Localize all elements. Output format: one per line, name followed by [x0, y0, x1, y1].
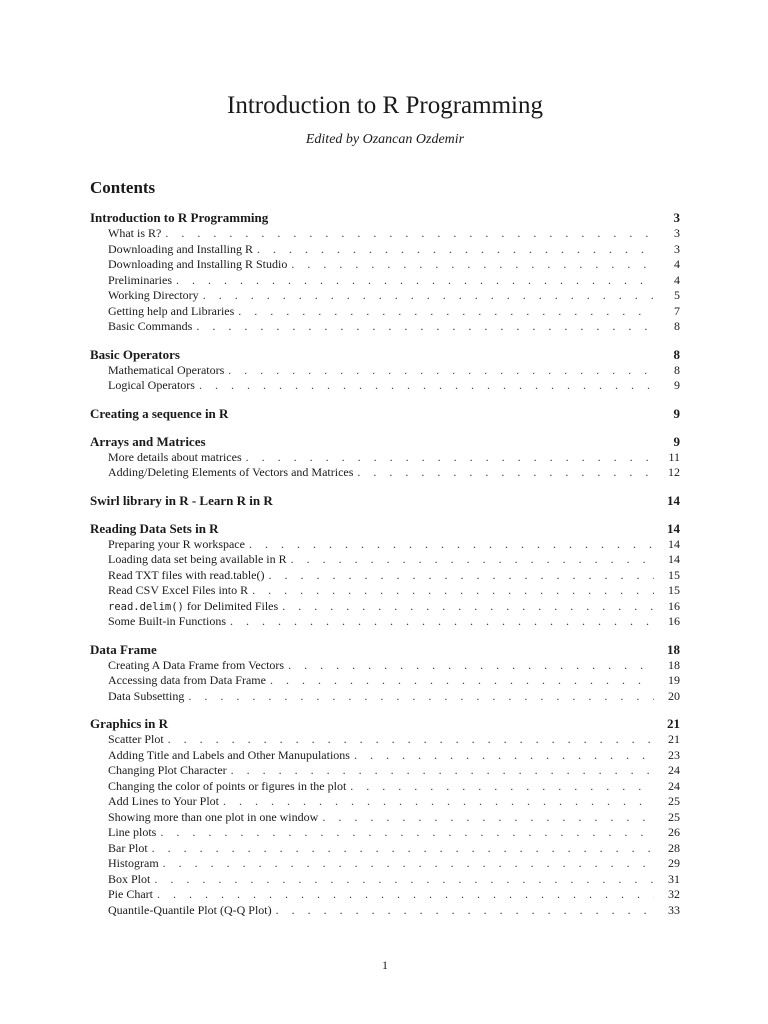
toc-entry[interactable] — [90, 794, 680, 810]
toc-entry[interactable] — [90, 887, 680, 903]
toc-entry-text: Quantile-Quantile Plot (Q-Q Plot) — [108, 902, 272, 917]
dot-leader — [350, 779, 654, 795]
toc-entry[interactable] — [90, 748, 680, 764]
toc-entry-page: 24 — [668, 778, 680, 793]
toc-entry-page: 3 — [674, 226, 680, 240]
toc-entry-text: Basic Commands — [108, 319, 193, 333]
toc-entry-label — [108, 872, 150, 888]
toc-entry-label — [108, 257, 287, 273]
toc-section-page: 18 — [667, 641, 680, 657]
toc-entry[interactable] — [90, 568, 680, 584]
document-subtitle: Edited by Ozancan Ozdemir — [305, 132, 465, 147]
toc-entry-page: 12 — [668, 465, 680, 479]
toc-entry-label — [108, 319, 192, 335]
toc-section-entry[interactable] — [90, 642, 680, 658]
toc-entry-text: Histogram — [108, 856, 159, 870]
toc-section-title: Reading Data Sets in R — [90, 520, 219, 536]
toc-entry-page: 14 — [668, 552, 680, 566]
toc-entry-label — [108, 658, 284, 674]
toc-section-entry[interactable] — [90, 434, 680, 450]
toc-entry[interactable] — [90, 614, 680, 630]
toc-entry-label — [108, 779, 346, 795]
toc-entry-label — [108, 552, 287, 568]
toc-entry[interactable] — [90, 363, 680, 379]
toc-entry[interactable] — [90, 465, 680, 481]
toc-entry-page: 8 — [674, 319, 680, 333]
toc-entry-label — [108, 226, 161, 242]
toc-entry[interactable] — [90, 257, 680, 273]
dot-leader — [188, 689, 654, 705]
toc-entry-page: 32 — [668, 887, 680, 901]
toc-entry[interactable] — [90, 841, 680, 857]
toc-section — [90, 406, 680, 422]
toc-entry-page: 18 — [668, 657, 680, 672]
toc-entry[interactable] — [90, 903, 680, 919]
toc-entry-text: Creating A Data Frame from Vectors — [108, 657, 285, 672]
toc-entry-text: What is R? — [108, 226, 162, 240]
dot-leader — [291, 257, 654, 273]
toc-entry-page: 25 — [668, 809, 680, 824]
toc-section-page: 14 — [667, 492, 680, 508]
toc-entry-label — [108, 732, 164, 748]
toc-section-page: 14 — [667, 520, 680, 536]
dot-leader — [203, 288, 654, 304]
toc-entry-page: 11 — [668, 449, 680, 464]
toc-entry-page: 16 — [668, 598, 680, 613]
toc-entry[interactable] — [90, 537, 680, 553]
toc-entry-label — [108, 304, 234, 320]
toc-entry[interactable] — [90, 763, 680, 779]
dot-leader — [282, 599, 654, 615]
dot-leader — [354, 748, 654, 764]
toc-entry-text: Scatter Plot — [108, 732, 164, 746]
dot-leader — [165, 226, 654, 242]
toc-entry-label — [108, 242, 253, 258]
toc-entry-page: 28 — [668, 840, 680, 855]
toc-entry[interactable] — [90, 732, 680, 748]
toc-entry-page: 15 — [668, 567, 680, 582]
toc-entry-text: Logical Operators — [108, 378, 195, 392]
toc-entry-text: Accessing data from Data Frame — [108, 673, 266, 687]
toc-entry-label — [108, 794, 219, 810]
toc-entry-text: Changing the color of points or figures in the plot — [108, 778, 347, 793]
toc-entry-page: 20 — [668, 688, 680, 703]
toc-entry-text: for Delimited Files — [183, 598, 279, 613]
toc-entry[interactable] — [90, 378, 680, 394]
dot-leader — [228, 363, 654, 379]
dot-leader — [269, 568, 654, 584]
dot-leader — [160, 825, 654, 841]
toc-entry[interactable] — [90, 872, 680, 888]
toc-section-entry[interactable] — [90, 210, 680, 226]
toc-entry-label — [108, 825, 156, 841]
toc-entry-label — [108, 887, 153, 903]
toc-entry-page: 4 — [674, 272, 680, 287]
toc-entry-page: 23 — [668, 747, 680, 762]
toc-entry-label — [108, 288, 199, 304]
toc-entry-text: Read CSV Excel Files into R — [108, 583, 249, 597]
toc-entry-page: 9 — [674, 378, 680, 392]
toc-entry[interactable] — [90, 552, 680, 568]
dot-leader — [196, 319, 654, 335]
toc-entry-label — [108, 810, 318, 826]
dot-leader — [223, 794, 654, 810]
table-of-contents — [90, 210, 680, 930]
toc-entry-text: Working Directory — [108, 288, 199, 302]
dot-leader — [230, 614, 654, 630]
toc-entry[interactable] — [90, 288, 680, 304]
toc-section-page: 21 — [667, 716, 680, 731]
dot-leader — [288, 658, 654, 674]
toc-entry[interactable] — [90, 779, 680, 795]
dot-leader — [246, 450, 654, 466]
toc-entry-page: 24 — [668, 763, 680, 777]
toc-entry-label — [108, 614, 226, 630]
toc-entry[interactable] — [90, 689, 680, 705]
dot-leader — [163, 856, 654, 872]
toc-entry[interactable] — [90, 273, 680, 289]
dot-leader — [357, 465, 654, 481]
toc-entry[interactable] — [90, 673, 680, 689]
toc-entry-text: Preparing your R workspace — [108, 536, 245, 551]
toc-entry-text: More details about matrices — [108, 449, 242, 464]
toc-entry-page: 5 — [674, 288, 680, 302]
toc-entry[interactable] — [90, 810, 680, 826]
toc-entry[interactable] — [90, 825, 680, 841]
toc-entry[interactable] — [90, 226, 680, 242]
toc-entry-page: 15 — [668, 583, 680, 597]
toc-entry-label — [108, 583, 248, 599]
toc-section-title: Introduction to R Programming — [90, 210, 269, 225]
toc-entry-page: 7 — [674, 303, 680, 318]
dot-leader — [168, 732, 654, 748]
toc-entry-text: Line plots — [108, 825, 157, 839]
toc-section — [90, 642, 680, 705]
toc-entry-page: 8 — [674, 362, 680, 377]
toc-entry[interactable] — [90, 242, 680, 258]
toc-entry-page: 26 — [668, 825, 680, 839]
toc-section-title: Swirl library in R - Learn R in R — [90, 492, 273, 508]
dot-leader — [231, 763, 654, 779]
toc-entry-text: Downloading and Installing R — [108, 241, 253, 256]
toc-entry-label — [108, 363, 224, 379]
dot-leader — [276, 903, 654, 919]
toc-section-page: 9 — [673, 405, 680, 421]
toc-entry-page: 14 — [668, 536, 680, 551]
toc-entry-page: 29 — [668, 856, 680, 870]
toc-section-entry[interactable] — [90, 406, 680, 422]
toc-entry-text: Changing Plot Character — [108, 763, 227, 777]
toc-entry-label — [108, 748, 350, 764]
toc-entry-page: 21 — [668, 732, 680, 746]
toc-entry-label — [108, 689, 184, 705]
toc-entry-label — [108, 273, 172, 289]
dot-leader — [157, 887, 654, 903]
toc-section-title: Arrays and Matrices — [90, 433, 206, 449]
toc-entry-label — [108, 673, 266, 689]
toc-entry-text: Pie Chart — [108, 887, 153, 901]
toc-section — [90, 347, 680, 394]
toc-entry-label — [108, 599, 278, 616]
toc-entry[interactable] — [90, 304, 680, 320]
page-number: 1 — [382, 958, 388, 972]
toc-entry-text: Read TXT files with read.table() — [108, 567, 265, 582]
toc-entry[interactable] — [90, 658, 680, 674]
toc-entry-label — [108, 450, 242, 466]
toc-section-page: 8 — [673, 346, 680, 362]
toc-section-title: Graphics in R — [90, 716, 169, 731]
toc-section-entry[interactable] — [90, 716, 680, 732]
toc-entry[interactable] — [90, 450, 680, 466]
toc-section-title: Creating a sequence in R — [90, 405, 229, 421]
toc-entry-text: Showing more than one plot in one window — [108, 809, 319, 824]
toc-entry-label — [108, 841, 148, 857]
dot-leader — [199, 378, 654, 394]
toc-section-page: 3 — [673, 210, 680, 225]
toc-entry-code: read.delim() — [108, 600, 184, 613]
dot-leader — [152, 841, 654, 857]
toc-entry-label — [108, 378, 195, 394]
toc-section — [90, 521, 680, 630]
toc-section-entry[interactable] — [90, 521, 680, 537]
toc-entry[interactable] — [90, 599, 680, 615]
toc-entry-text: Adding/Deleting Elements of Vectors and Matrices — [108, 465, 354, 479]
toc-entry-text: Data Subsetting — [108, 688, 185, 703]
toc-section-title: Basic Operators — [90, 346, 180, 362]
toc-entry-page: 4 — [674, 257, 680, 271]
toc-entry-text: Preliminaries — [108, 272, 172, 287]
toc-section-entry[interactable] — [90, 493, 680, 509]
toc-entry-label — [108, 537, 245, 553]
toc-section-entry[interactable] — [90, 347, 680, 363]
toc-entry-text: Some Built-in Functions — [108, 614, 227, 628]
toc-entry-page: 16 — [668, 614, 680, 628]
toc-entry-page: 3 — [674, 241, 680, 256]
document-title: Introduction to R Programming — [227, 92, 543, 119]
toc-entry-label — [108, 763, 227, 779]
toc-entry-page: 25 — [668, 794, 680, 808]
toc-entry-label — [108, 568, 265, 584]
toc-entry-text: Adding Title and Labels and Other Manupulations — [108, 747, 350, 762]
toc-entry-text: Downloading and Installing R Studio — [108, 257, 288, 271]
toc-entry-page: 19 — [668, 673, 680, 687]
toc-entry-page: 31 — [668, 871, 680, 886]
dot-leader — [154, 872, 654, 888]
toc-section — [90, 434, 680, 481]
toc-entry-page: 33 — [668, 902, 680, 917]
dot-leader — [270, 673, 654, 689]
toc-section-title: Data Frame — [90, 641, 157, 657]
toc-entry-label — [108, 903, 272, 919]
toc-entry[interactable] — [90, 583, 680, 599]
dot-leader — [252, 583, 654, 599]
toc-entry-label — [108, 465, 353, 481]
dot-leader — [291, 552, 654, 568]
dot-leader — [176, 273, 654, 289]
toc-entry-text: Add Lines to Your Plot — [108, 794, 220, 808]
toc-entry[interactable] — [90, 319, 680, 335]
toc-section — [90, 210, 680, 335]
dot-leader — [257, 242, 654, 258]
toc-entry-label — [108, 856, 159, 872]
toc-entry-text: Bar Plot — [108, 840, 148, 855]
dot-leader — [322, 810, 654, 826]
toc-section — [90, 716, 680, 918]
toc-entry-text: Mathematical Operators — [108, 362, 225, 377]
toc-section — [90, 493, 680, 509]
toc-entry[interactable] — [90, 856, 680, 872]
toc-entry-text: Box Plot — [108, 871, 151, 886]
dot-leader — [249, 537, 654, 553]
dot-leader — [238, 304, 654, 320]
toc-section-page: 9 — [673, 433, 680, 449]
contents-heading: Contents — [90, 178, 156, 197]
toc-entry-text: Loading data set being available in R — [108, 552, 287, 566]
toc-entry-text: Getting help and Libraries — [108, 303, 235, 318]
